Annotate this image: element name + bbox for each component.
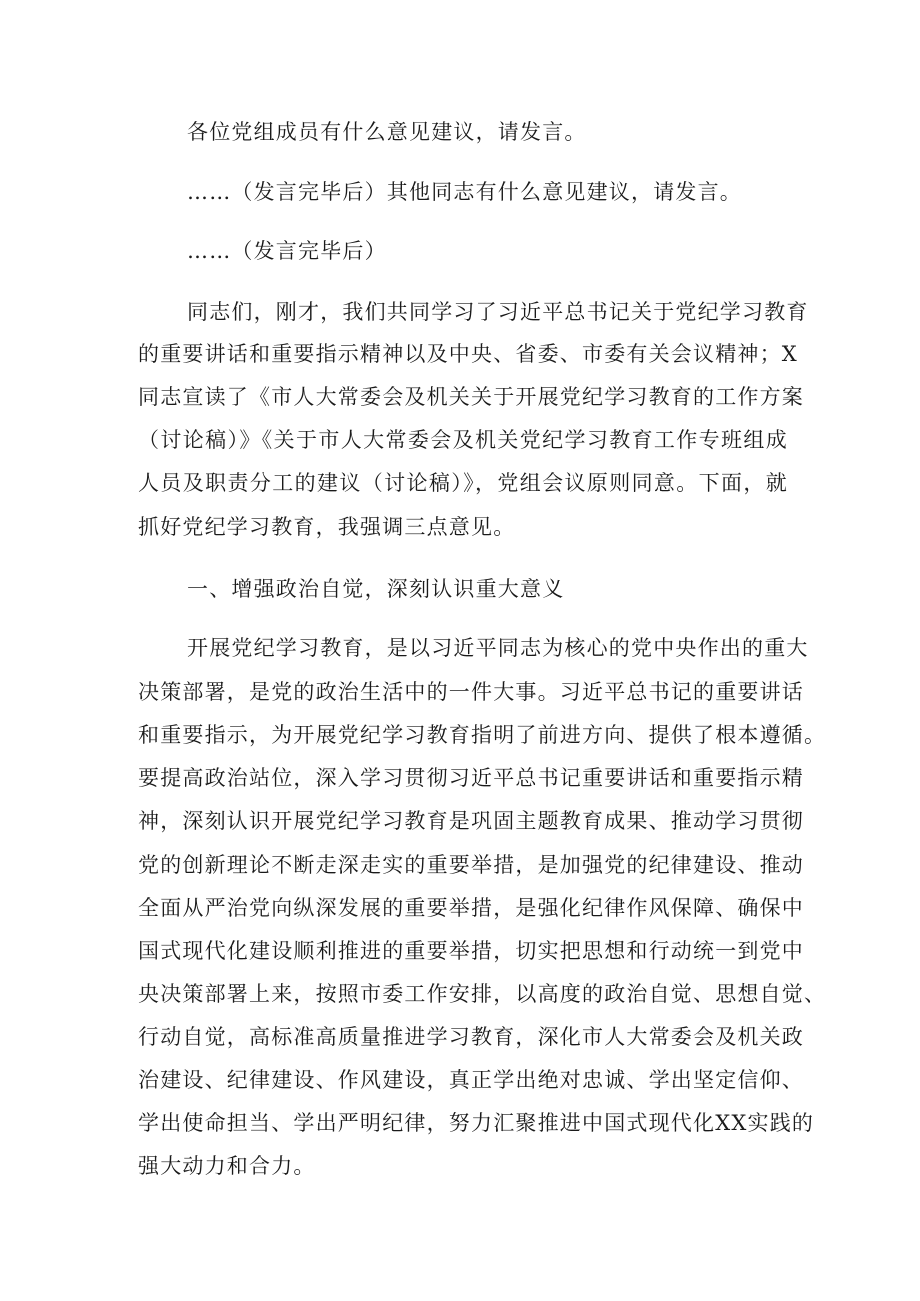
paragraph-line: 和重要指示，为开展党纪学习教育指明了前进方向、提供了根本遵循。 [138, 723, 827, 747]
paragraph-line: （讨论稿）》《关于市人大常委会及机关党纪学习教育工作专班组成 [138, 428, 788, 452]
paragraph-line: 央决策部署上来，按照市委工作安排，以高度的政治自觉、思想自觉、 [138, 982, 827, 1006]
intro-line: ……（发言完毕后）其他同志有什么意见建议，请发言。 [187, 180, 742, 204]
paragraph-line: 人员及职责分工的建议（讨论稿）》，党组会议原则同意。下面，就 [138, 471, 788, 495]
paragraph-line: 的重要讲话和重要指示精神以及中央、省委、市委有关会议精神；X [138, 342, 798, 366]
paragraph-line: 国式现代化建设顺利推进的重要举措，切实把思想和行动统一到党中 [138, 939, 804, 963]
paragraph-line: 神，深刻认识开展党纪学习教育是巩固主题教育成果、推动学习贯彻 [138, 809, 804, 833]
paragraph-line: 全面从严治党向纵深发展的重要举措，是强化纪律作风保障、确保中 [138, 896, 804, 920]
paragraph-line: 同志们，刚才，我们共同学习了习近平总书记关于党纪学习教育 [187, 300, 809, 324]
paragraph-line: 同志宣读了《市人大常委会及机关关于开展党纪学习教育的工作方案 [138, 385, 804, 409]
paragraph-line: 决策部署，是党的政治生活中的一件大事。习近平总书记的重要讲话 [138, 680, 804, 704]
intro-line: 各位党组成员有什么意见建议，请发言。 [187, 120, 587, 144]
section-heading: 一、增强政治自觉，深刻认识重大意义 [187, 577, 565, 601]
paragraph-line: 要提高政治站位，深入学习贯彻习近平总书记重要讲话和重要指示精 [138, 766, 804, 790]
intro-line: ……（发言完毕后） [187, 239, 387, 263]
paragraph-line: 抓好党纪学习教育，我强调三点意见。 [138, 515, 516, 539]
paragraph-line: 学出使命担当、学出严明纪律，努力汇聚推进中国式现代化XX实践的 [138, 1111, 815, 1135]
paragraph-line: 治建设、纪律建设、作风建设，真正学出绝对忠诚、学出坚定信仰、 [138, 1068, 804, 1092]
paragraph-line: 行动自觉，高标准高质量推进学习教育，深化市人大常委会及机关政 [138, 1025, 804, 1049]
paragraph-line: 开展党纪学习教育，是以习近平同志为核心的党中央作出的重大 [187, 636, 809, 660]
paragraph-line: 党的创新理论不断走深走实的重要举措，是加强党的纪律建设、推动 [138, 853, 804, 877]
paragraph-line: 强大动力和合力。 [138, 1154, 316, 1178]
